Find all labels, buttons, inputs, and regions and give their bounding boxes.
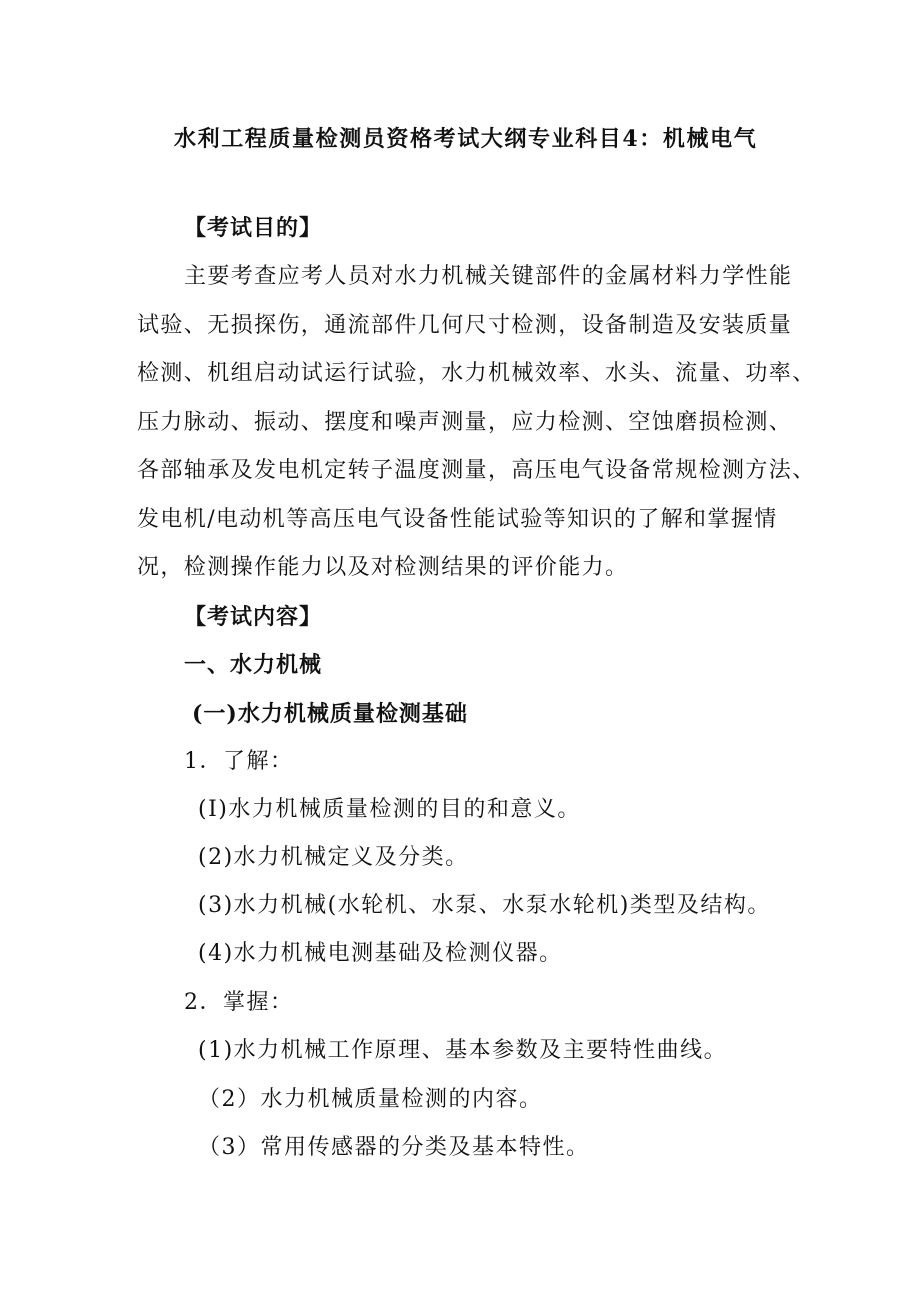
exam-purpose-line-1: 主要考查应考人员对水力机械关键部件的金属材料力学性能	[184, 264, 793, 289]
document-title: 水利工程质量检测员资格考试大纲专业科目4：机械电气	[174, 126, 758, 152]
exam-purpose-line-5: 各部轴承及发电机定转子温度测量，高压电气设备常规检测方法、	[137, 458, 816, 483]
understand-item-3: (3)水力机械(水轮机、水泵、水泵水轮机)类型及结构。	[198, 893, 771, 918]
master-label: 2．掌握：	[184, 990, 294, 1015]
exam-purpose-line-3: 检测、机组启动试运行试验，水力机械效率、水头、流量、功率、	[137, 361, 816, 386]
exam-purpose-line-7: 况，检测操作能力以及对检测结果的评价能力。	[137, 555, 629, 580]
master-item-3: （3）常用传感器的分类及基本特性。	[198, 1135, 590, 1160]
understand-item-4: (4)水力机械电测基础及检测仪器。	[198, 941, 563, 966]
exam-purpose-line-2: 试验、无损探伤，通流部件几何尺寸检测，设备制造及安装质量	[137, 313, 793, 338]
understand-item-1: (I)水力机械质量检测的目的和意义。	[198, 797, 581, 822]
exam-purpose-heading: 【考试目的】	[184, 215, 323, 241]
exam-purpose-line-6: 发电机/电动机等高压电气设备性能试验等知识的了解和掌握情	[137, 507, 778, 532]
understand-label: 1．了解：	[184, 749, 294, 774]
master-item-1: (1)水力机械工作原理、基本参数及主要特性曲线。	[198, 1038, 728, 1063]
master-item-2: （2）水力机械质量检测的内容。	[198, 1087, 543, 1112]
understand-item-2: (2)水力机械定义及分类。	[198, 845, 469, 870]
exam-content-heading: 【考试内容】	[184, 604, 323, 630]
subsection-heading-quality-inspection-basics: (一)水力机械质量检测基础	[192, 701, 468, 727]
exam-purpose-line-4: 压力脉动、振动、摆度和噪声测量，应力检测、空蚀磨损检测、	[137, 410, 793, 435]
section-heading-hydraulic-machinery: 一、水力机械	[184, 652, 323, 678]
